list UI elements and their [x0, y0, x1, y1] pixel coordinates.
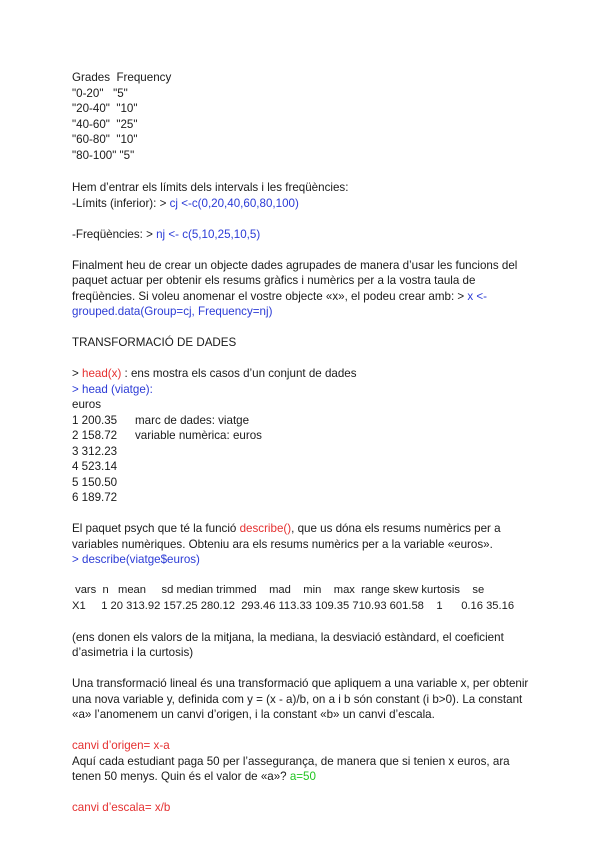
frequencies-label: -Freqüències: > — [72, 227, 157, 241]
list-item: 2 158.72 variable numèrica: euros — [72, 429, 262, 442]
table-row: "20-40" "10" — [72, 102, 138, 115]
frequencies-line — [72, 227, 542, 243]
lower-limits-label: -Límits (inferior): > — [72, 196, 170, 210]
origin-answer: a=50 — [289, 770, 316, 783]
head-output — [72, 413, 542, 506]
head-prompt: > — [72, 367, 82, 380]
describe-note: (ens donen els valors de la mitjana, la mediana, la desviació estàndard, el coeficient d’asimetria i la curtosis) — [72, 630, 504, 659]
list-item: 3 312.23 — [72, 444, 118, 458]
head-function: head(x) — [82, 367, 122, 380]
lower-limits-code: cj <-c(0,20,40,60,80,100) — [169, 196, 299, 210]
section-title: TRANSFORMACIÓ DE DADES — [72, 336, 237, 349]
table-row: "80-100" "5" — [72, 148, 135, 162]
scale-title: canvi d’escala= x/b — [72, 801, 171, 814]
frequencies-code: nj <- c(5,10,25,10,5) — [156, 227, 261, 241]
list-item: 5 150.50 — [72, 475, 118, 489]
origin-paragraph: Aquí cada estudiant paga 50 per l’assegurança, de manera que si tenien x euros, ara tenen 50 menys. Quin és el valor de «a»? a=50 — [72, 754, 510, 783]
grouped-data-code: x <- grouped.data(Group=cj, Frequency=nj) — [72, 289, 488, 318]
table-row: "60-80" "10" — [72, 133, 138, 146]
list-item: 1 200.35 marc de dades: viatge — [72, 413, 250, 427]
linear-paragraph: Una transformació lineal és una transformació que apliquem a una variable x, per obtenir una nova variable y, definida com y = (x - a)/b, on a i b són constant (i b>0). La constant «a» l’anomenem un canvi d’origen, i la constant «b» un canvi d’escala. — [72, 677, 529, 721]
frequency-table — [72, 70, 542, 163]
document-page — [72, 70, 542, 816]
table-row: "0-20" "5" — [72, 86, 128, 100]
describe-row: X1 1 20 313.92 157.25 280.12 293.46 113.33 109.35 710.93 601.58 1 0.16 35.16 — [72, 599, 515, 612]
head-description — [72, 366, 542, 382]
grouped-data-paragraph — [72, 258, 534, 320]
table-header: Grades Frequency — [72, 71, 172, 84]
head-desc-text: : ens mostra els casos d’un conjunt de dades — [121, 367, 357, 380]
psych-paragraph: El paquet psych que té la funció describe(), que us dóna els resums numèrics per a variables numèriques. Obteniu ara els resums numèrics per a la variable «euros». — [72, 522, 501, 551]
origin-title: canvi d’origen= x-a — [72, 739, 170, 752]
list-item: 4 523.14 — [72, 460, 118, 473]
describe-call: > describe(viatge$euros) — [72, 553, 200, 566]
lower-limits-line — [72, 196, 542, 212]
grouped-data-text: Finalment heu de crear un objecte dades agrupades de manera d’usar les funcions del paquet actuar per obtenir els resums gràfics i numèrics per a la vostra taula de freqüències. Si voleu anomenar el vostre objecte «x», el podeu crear amb: > — [72, 258, 518, 303]
list-item: 6 189.72 — [72, 491, 118, 504]
limits-intro: Hem d’entrar els límits dels intervals i les freqüències: — [72, 181, 349, 194]
head-call: > head (viatge): — [72, 382, 153, 396]
head-column-name: euros — [72, 398, 102, 411]
table-row: "40-60" "25" — [72, 117, 138, 131]
describe-function: describe() — [239, 522, 292, 535]
describe-header: vars n mean sd median trimmed mad min max range skew kurtosis se — [72, 584, 485, 596]
